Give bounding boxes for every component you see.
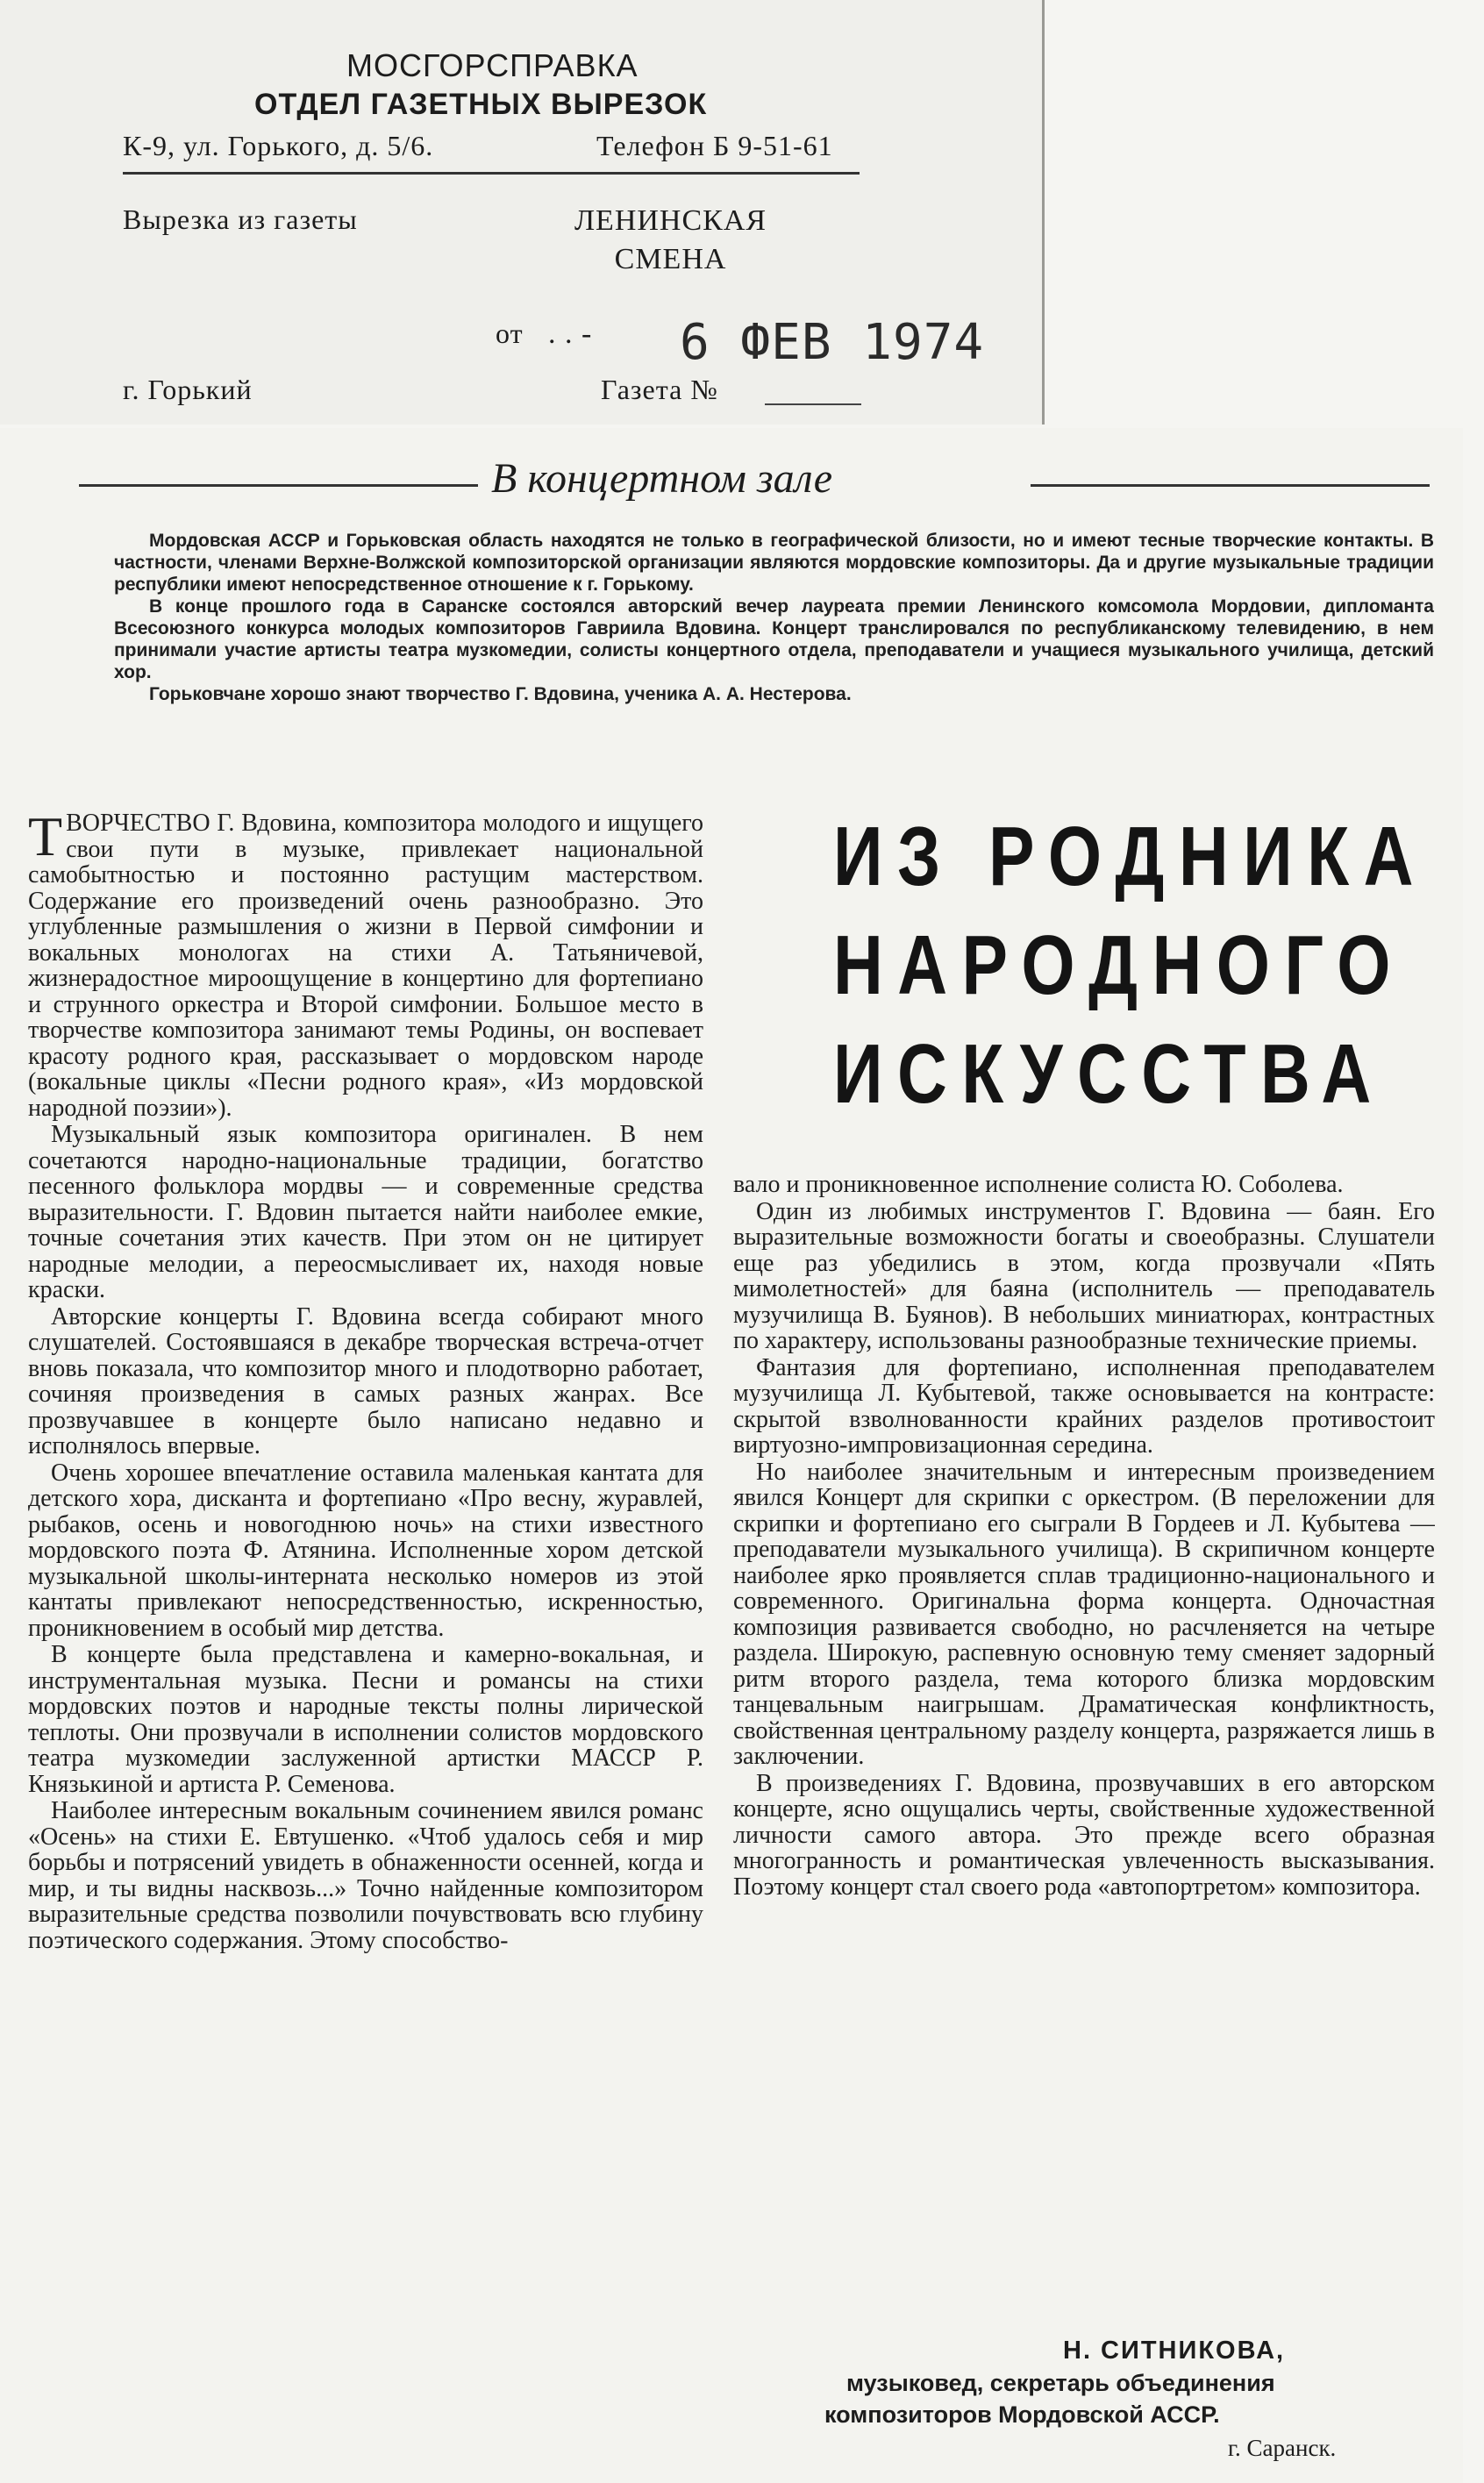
article-left-column (28, 810, 703, 2459)
paragraph: В концерте была представлена и камерно-вокальная, и инструментальная музыка. Песни и романсы на стихи мордовских поэтов и народные тексты полны лирической теплоты. Они прозвучали в исполнении солистов мордовского театра музкомедии заслуженной артистки МАССР Р. Князькиной и артиста Р. Семенова. (28, 1641, 703, 1798)
drop-cap: Т (28, 810, 63, 867)
headline-line-1: ИЗ РОДНИКА (833, 810, 1428, 903)
stub-phone: Телефон Б 9-51-61 (596, 130, 833, 161)
paragraph: Музыкальный язык композитора оригинален. В нем сочетаются народно-национальные традиции, богатство песенного фольклора мордвы — и современные средства выразительности. Г. Вдовин пытается найти наиболее емкие, точные сочетания этих качеств. При этом он не цитирует народные мелодии, а переосмысливает их, находя новые краски. (28, 1121, 703, 1303)
headline-line-2: НАРОДНОГО (833, 918, 1405, 1012)
stub-address: К-9, ул. Горького, д. 5/6. (123, 130, 434, 161)
date-stamp: 6 ФЕВ 1974 (680, 314, 985, 371)
author-city: г. Саранск. (1228, 2435, 1337, 2461)
stub-paper-name-1: ЛЕНИНСКАЯ (574, 204, 767, 237)
stub-divider (123, 172, 860, 175)
stub-cutting-label: Вырезка из газеты (123, 203, 358, 235)
rubric-rule-left (79, 484, 478, 487)
lead-paragraph: Мордовская АССР и Горьковская область находятся не только в географической близости, но и имеют тесные творческие контакты. В частности, членами Верхне-Волжской композиторской организации являются мордовские композиторы. Да и другие музыкальные традиции республики имеют непосредственное отношение к г. Горькому. (114, 531, 1434, 595)
stub-from-label: от (496, 318, 524, 349)
stub-gazette-label: Газета № (601, 374, 718, 405)
stub-gazette-number-line (765, 403, 861, 405)
stub-dept: ОТДЕЛ ГАЗЕТНЫХ ВЫРЕЗОК (254, 88, 708, 121)
author-role-1: музыковед, секретарь объединения (846, 2370, 1275, 2396)
author-name: Н. СИТНИКОВА, (1063, 2337, 1286, 2365)
rubric-rule-right (1031, 484, 1430, 487)
stub-paper-name (574, 202, 767, 279)
paragraph: вало и проникновенное исполнение солиста Ю. Соболева. (733, 1172, 1344, 1198)
article-headline (833, 803, 1428, 1129)
author-role-2: композиторов Мордовской АССР. (824, 2401, 1220, 2428)
article-right-column (733, 1172, 1435, 2338)
paragraph: Но наиболее значительным и интересным произведением явился Концерт для скрипки с оркестром. (В переложении для скрипки и фортепиано его сыграли В Гордеев и Л. Кубытева — преподаватели музыкального училища). В скрипичном концерте наиболее ярко проявляется сплав традиционно-национального и современного. Оригинальна форма концерта. Одночастная композиция развивается свободно, но расчленяется на четыре раздела. Широкую, распевную основную тему сменяет задорный ритм второго раздела, тема которого близка мордовским танцевальным наигрышам. Драматическая конфликтность, свойственная центральному разделу концерта, разряжается лишь в заключении. (733, 1458, 1435, 1770)
paragraph: Очень хорошее впечатление оставила маленькая кантата для детского хора, дисканта и фортепиано «Про весну, журавлей, рыбаков, осень и новогоднюю ночь» на стихи известного мордовского поэта Ф. Атянина. Исполненные хором детской музыкальной школы-интерната несколько номеров из этой кантаты привлекают непосредственностью, искренностью, проникновением в особый мир детства. (28, 1459, 703, 1642)
paragraph: В произведениях Г. Вдовина, прозвучавших в его авторском концерте, ясно ощущались черты, свойственные художественной личности самого автора. Это прежде всего образная многогранность и романтическая увлеченность высказывания. Поэтому концерт стал своего рода «автопортретом» композитора. (733, 1769, 1435, 1901)
stub-paper-name-2: СМЕНА (614, 243, 727, 275)
clipping-stub (0, 0, 1045, 425)
paragraph: Авторские концерты Г. Вдовина всегда собирают много слушателей. Состоявшаяся в декабре творческая встреча-отчет вновь показала, что композитор много и плодотворно работает, сочиняя произведения в самых разных жанрах. Все прозвучавшее в концерте было написано недавно и исполнялось впервые. (28, 1302, 703, 1459)
paragraph-text: ВОРЧЕСТВО Г. Вдовина, композитора молодого и ищущего свои пути в музыке, привлекает национальной самобытностью и постоянно растущим мастерством. Содержание его произведений очень разнообразно. Это углубленные размышления о жизни в Первой симфонии и вокальных монологах на стихи А. Татьяничевой, жизнерадостное мироощущение в концертино для фортепиано и струнного оркестра и Второй симфонии. Большое место в творчестве композитора занимают темы Родины, он воспевает красоту родного края, рассказывает о мордовском народе (вокальные циклы «Песни родного края», «Из мордовской народной поэзии»). (28, 810, 703, 1122)
first-paragraph (28, 810, 703, 1121)
stub-date-dots: . . - (548, 318, 593, 350)
headline-line-3: ИСКУССТВА (833, 1027, 1386, 1121)
stub-org: МОСГОРСПРАВКА (346, 47, 639, 83)
paragraph: Наиболее интересным вокальным сочинением явился романс «Осень» на стихи Е. Евтушенко. «Чтоб удалось себя и мир борьбы и потрясений увидеть в обнаженности осенней, когда и мир, и ты видны насквозь...» Точно найденные композитором выразительные средства позволили почувствовать всю глубину поэтического содержания. Этому способство- (28, 1797, 703, 1954)
paragraph: Фантазия для фортепиано, исполненная преподавателем музучилища Л. Кубытевой, также основывается на контрасте: скрытой взволнованности крайних разделов противостоит виртуозно-импровизационная середина. (733, 1353, 1435, 1459)
lead-paragraph: В конце прошлого года в Саранске состоялся авторский вечер лауреата премии Ленинского комсомола Мордовии, дипломанта Всесоюзного конкурса молодых композиторов Гавриила Вдовина. Концерт транслировался по республиканскому телевидению, в нем принимали участие артисты театра музкомедии, солисты концертного отдела, преподаватели и учащиеся музыкального училища, детский хор. (114, 596, 1434, 682)
paragraph: Один из любимых инструментов Г. Вдовина — баян. Его выразительные возможности богаты и своеобразны. Слушатели еще раз убедились в этом, когда прозвучали «Пять мимолетностей» для баяна (исполнитель — преподаватель музучилища В. Буянов). В небольших миниатюрах, контрастных по характеру, использованы разнообразные технические приемы. (733, 1197, 1435, 1354)
rubric-title: В концертном зале (491, 455, 833, 502)
stub-city: г. Горький (123, 374, 253, 405)
lead-paragraph: Горьковчане хорошо знают творчество Г. Вдовина, ученика А. А. Нестерова. (149, 684, 852, 704)
lead-paragraphs (114, 530, 1434, 705)
